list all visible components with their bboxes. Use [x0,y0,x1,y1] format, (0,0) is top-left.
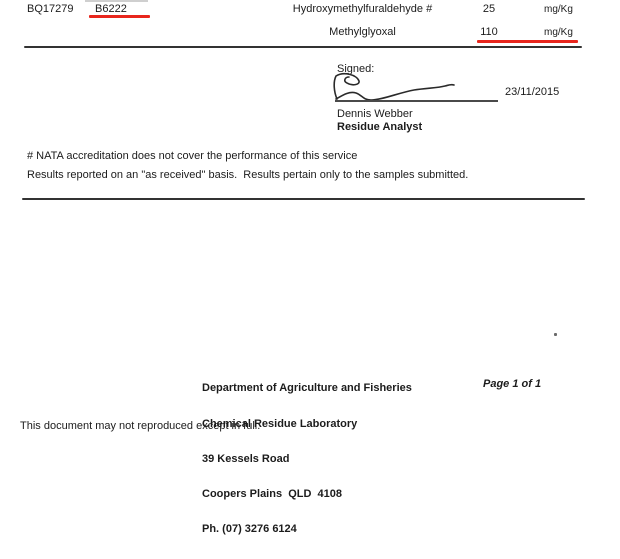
section-divider-rule [22,198,585,200]
phone-number: Ph. (07) 3276 6124 [202,522,297,535]
analyte-units: mg/Kg [544,27,573,38]
signatory-role: Residue Analyst [337,121,423,133]
lab-reference-number: BQ17279 [27,3,74,15]
page-indicator: Page 1 of 1 [483,378,542,390]
laboratory-name: Chemical Residue Laboratory [202,417,358,430]
analyte-name: Hydroxymethylfuraldehyde # [292,3,433,15]
signature-line [335,100,498,102]
sample-number-red-underline [89,15,150,18]
reproduction-disclaimer: This document may not reproduced except in full. [20,420,261,432]
analyte-units: mg/Kg [544,4,573,15]
analyte-result: 110 [480,26,498,38]
results-basis-note: Results reported on an "as received" basis. Results pertain only to the samples submitted. [27,169,469,181]
organisation-address-block [202,360,412,559]
sample-number: B6222 [95,3,127,15]
organisation-name: Department of Agriculture and Fisheries [202,382,412,395]
analyte-result: 25 [482,3,496,15]
results-divider-rule [24,46,582,48]
suburb-state-postcode: Coopers Plains QLD 4108 [202,487,342,500]
result-red-underline [477,40,578,43]
signatory-name: Dennis Webber [337,108,413,120]
street-address: 39 Kessels Road [202,452,290,465]
analyte-name: Methylglyoxal [329,26,396,38]
scan-artifact-top-line [85,0,148,2]
signed-label: Signed: [337,63,375,75]
signature-date: 23/11/2015 [505,86,560,98]
nata-accreditation-note: # NATA accreditation does not cover the performance of this service [27,150,358,162]
scan-artifact-speck [554,333,557,336]
